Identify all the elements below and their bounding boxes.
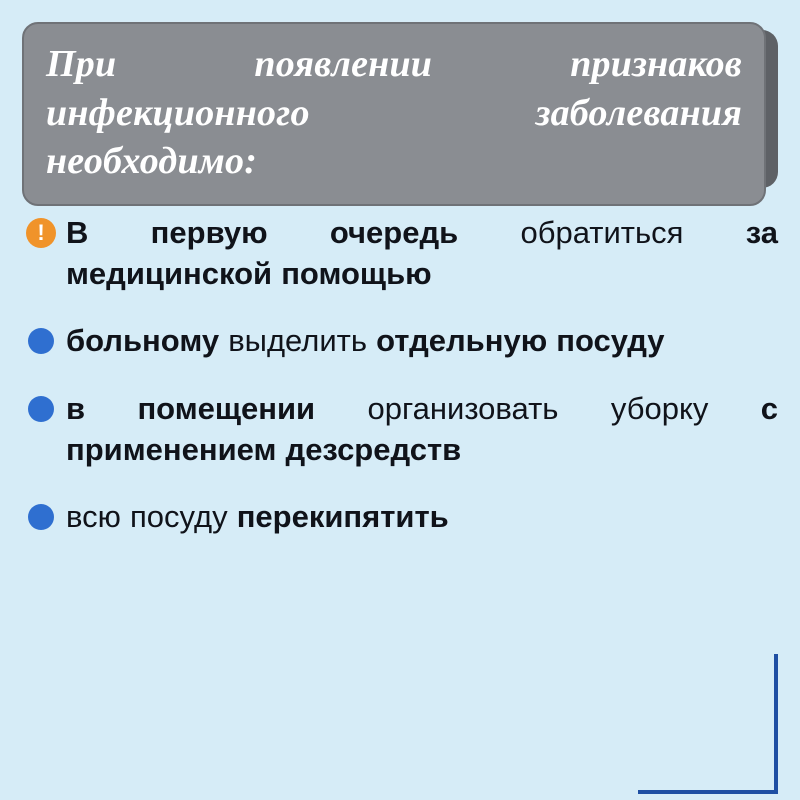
instruction-list <box>26 212 778 563</box>
header-banner-wrapper <box>22 22 778 206</box>
list-item-text <box>66 212 778 294</box>
warning-icon: ! <box>26 218 56 248</box>
list-item <box>26 212 778 294</box>
list-item-text <box>66 388 778 470</box>
decorative-vertical-line <box>774 654 778 794</box>
list-item-segment: за медицинской помощью <box>66 215 778 292</box>
decorative-horizontal-line <box>638 790 778 794</box>
page-title: При появлении признаков инфекционного заболевания необходимо: <box>46 43 742 183</box>
header-banner <box>22 22 766 206</box>
list-item-segment: организовать уборку <box>367 390 761 426</box>
list-item-segment: В первую очередь <box>66 215 521 250</box>
list-item <box>26 320 778 361</box>
list-item-segment: отдельную посуду <box>376 323 665 359</box>
dot-icon <box>26 502 56 532</box>
list-item-segment: с применением дезсредств <box>66 390 778 467</box>
dot-icon <box>26 394 56 424</box>
list-item <box>26 388 778 470</box>
list-item-segment: больному <box>66 323 229 359</box>
list-item-segment: в помещении <box>66 390 368 426</box>
list-item-segment: выделить <box>228 323 377 359</box>
list-item-segment: всю посуду <box>66 499 237 535</box>
list-item <box>26 496 778 537</box>
dot-icon <box>26 326 56 356</box>
list-item-segment: перекипятить <box>236 499 449 535</box>
list-item-segment: обратиться <box>520 215 746 250</box>
list-item-text <box>66 320 778 361</box>
list-item-text <box>66 496 778 537</box>
